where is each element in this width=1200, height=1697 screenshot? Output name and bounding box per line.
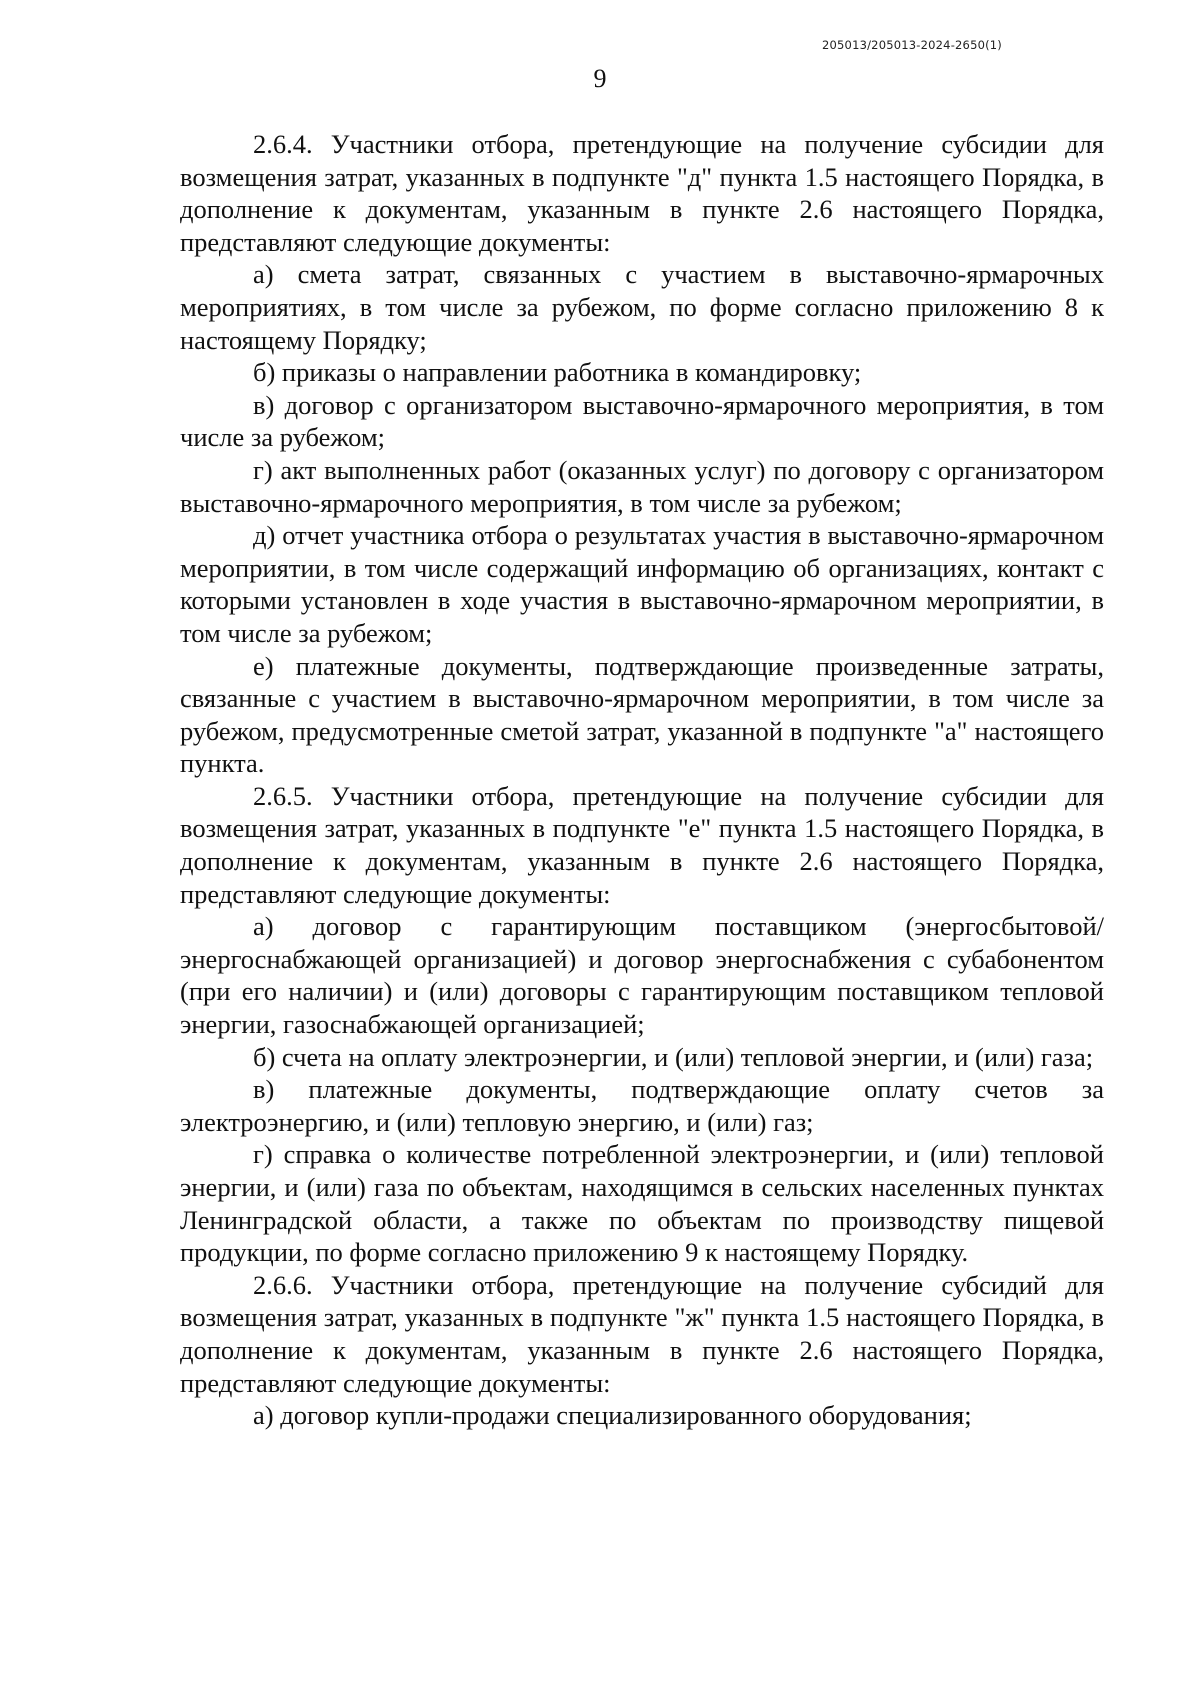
document-id: 205013/205013-2024-2650(1) — [822, 38, 1002, 52]
paragraph-2-6-6-a: а) договор купли-продажи специализированного оборудования; — [253, 1400, 972, 1431]
paragraph-2-6-4-d: д) отчет участника отбора о результатах участия в выставочно-ярмарочном мероприятии, в том числе содержащий информацию об организациях, контакт с которыми установлен в ходе участия в выставочно-ярмарочном мероприятии, в том числе за рубежом; — [180, 520, 1104, 648]
paragraph-2-6-5-a: а) договор с гарантирующим поставщиком (энергосбытовой/ энергоснабжающей организацией) и договор энергоснабжения с субабонентом (при его наличии) и (или) договоры с гарантирующим поставщиком тепловой энергии, газоснабжающей организацией; — [180, 911, 1104, 1040]
paragraph-2-6-4-g: г) акт выполненных работ (оказанных услуг) по договору с организатором выставочно-ярмарочного мероприятия, в том числе за рубежом; — [180, 454, 1104, 518]
paragraph-2-6-4-v: в) договор с организатором выставочно-ярмарочного мероприятия, в том числе за рубежом; — [180, 389, 1104, 453]
paragraph-2-6-4-b: б) приказы о направлении работника в командировку; — [253, 357, 862, 388]
document-body — [180, 128, 1104, 1432]
paragraph-2-6-4: 2.6.4. Участники отбора, претендующие на получение субсидии для возмещения затрат, указанных в подпункте "д" пункта 1.5 настоящего Порядка, в дополнение к документам, указанным в пункте 2.6 настоящего Порядка, представляют следующие документы: — [180, 129, 1104, 257]
paragraph-2-6-5-g: г) справка о количестве потребленной электроэнергии, и (или) тепловой энергии, и (или) газа по объектам, находящимся в сельских населенных пунктах Ленинградской области, а также по объектам по производству пищевой продукции, по форме согласно приложению 9 к настоящему Порядку. — [180, 1139, 1104, 1268]
page-number: 9 — [593, 64, 607, 93]
paragraph-2-6-6: 2.6.6. Участники отбора, претендующие на получение субсидий для возмещения затрат, указанных в подпункте "ж" пункта 1.5 настоящего Порядка, в дополнение к документам, указанным в пункте 2.6 настоящего Порядка, представляют следующие документы: — [180, 1269, 1104, 1398]
paragraph-2-6-5-b: б) счета на оплату электроэнергии, и (или) тепловой энергии, и (или) газа; — [253, 1041, 1094, 1072]
paragraph-2-6-5: 2.6.5. Участники отбора, претендующие на получение субсидии для возмещения затрат, указанных в подпункте "е" пункта 1.5 настоящего Порядка, в дополнение к документам, указанным в пункте 2.6 настоящего Порядка, представляют следующие документы: — [180, 780, 1104, 909]
paragraph-2-6-4-a: а) смета затрат, связанных с участием в выставочно-ярмарочных мероприятиях, в том числе за рубежом, по форме согласно приложению 8 к настоящему Порядку; — [180, 259, 1104, 355]
paragraph-2-6-5-v: в) платежные документы, подтверждающие оплату счетов за электроэнергию, и (или) тепловую энергию, и (или) газ; — [180, 1074, 1104, 1137]
paragraph-2-6-4-e: е) платежные документы, подтверждающие произведенные затраты, связанные с участием в выставочно-ярмарочном мероприятии, в том числе за рубежом, предусмотренные сметой затрат, указанной в подпункте "а" настоящего пункта. — [180, 650, 1104, 779]
